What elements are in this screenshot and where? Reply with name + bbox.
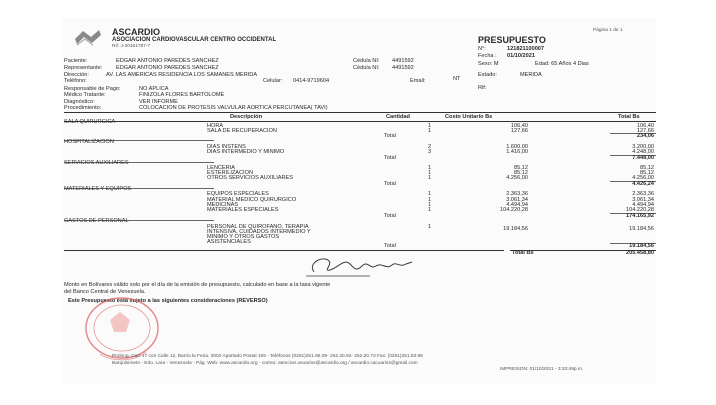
age-label: Edad: 65 Años 4 Dias	[535, 61, 589, 67]
item-qty: 1	[428, 170, 432, 176]
item-desc: MATERIAL MEDICO QUIRURGICO	[207, 197, 297, 203]
ascardio-logo-icon	[73, 27, 103, 49]
rif-label: Rif:	[478, 85, 487, 91]
representante-value: EDGAR ANTONIO PAREDES SANCHEZ	[116, 65, 219, 71]
item-total: 3.061,34	[632, 197, 654, 203]
item-desc: EQUIPOS ESPECIALES	[207, 191, 269, 197]
section-total: 4.426,24	[632, 181, 654, 187]
item-desc: OTROS SERVICIOS AUXILIARES	[207, 175, 294, 181]
email-value: NT	[453, 76, 461, 82]
item-total: 104.220,28	[626, 207, 654, 213]
col-descripcion: Descripción	[230, 114, 263, 120]
item-unit: 19.184,56	[503, 226, 528, 232]
direccion-value: AV. LAS AMERICAS RESIDENCIA LOS SAMANES MERIDA	[106, 72, 258, 78]
section-name: GASTOS DE PERSONAL	[64, 218, 129, 224]
telefono-label: Teléfono:	[64, 78, 87, 84]
procedimiento-value: COLOCACION DE PROTESIS VALVULAR AORTICA PERCUTANEA( TAVI)	[139, 105, 328, 111]
item-qty: 1	[428, 197, 432, 203]
item-desc: HORA	[207, 123, 224, 129]
company-full-name: ASOCIACION CARDIOVASCULAR CENTRO OCCIDENTAL	[112, 37, 277, 43]
item-desc-line2: INTENSIVA, CUIDADOS INTERMEDIO Y	[207, 229, 311, 235]
item-total: 4.256,00	[632, 175, 654, 181]
responsable-label: Responsable de Pago:	[64, 86, 121, 92]
direccion-label: Dirección:	[64, 72, 89, 78]
item-unit: 85,12	[514, 165, 528, 171]
celular-value: 0414-9719604	[293, 78, 330, 84]
section-total-label: Total	[384, 213, 396, 219]
header-divider	[64, 112, 656, 113]
item-unit: 127,66	[510, 128, 528, 134]
email-label: Email:	[410, 78, 426, 84]
item-qty: 2	[428, 144, 432, 150]
item-desc: DIAS INSTENS	[207, 144, 246, 150]
item-unit: 3.061,34	[506, 197, 528, 203]
cedula1-value: 4491592	[392, 58, 414, 64]
item-desc: LENCERIA	[207, 165, 235, 171]
doc-date: 01/10/2021	[507, 53, 535, 59]
columns-divider	[64, 121, 656, 122]
item-desc-line3: MINIMO Y OTROS GASTOS	[207, 234, 280, 240]
item-desc: SALA DE RECUPERACION	[207, 128, 277, 134]
item-total: 19.184,56	[629, 226, 654, 232]
item-total: 3.200,00	[632, 144, 654, 150]
cedula2-label: Cédula NI:	[353, 65, 380, 71]
state-label: Estado:	[478, 72, 497, 78]
section-total-label: Total	[384, 155, 396, 161]
item-total: 106,40	[636, 123, 654, 129]
item-desc-line4: ASISTENCIALES	[207, 239, 251, 245]
item-unit: 85,12	[514, 170, 528, 176]
item-total: 4.248,00	[632, 149, 654, 155]
note-line-3: Este Presupuesto está sujeto a las siguientes consideraciones (REVERSO)	[68, 298, 268, 304]
doc-number: 121821100007	[507, 46, 545, 52]
cedula1-label: Cédula NI:	[353, 58, 380, 64]
item-qty: 1	[428, 175, 432, 181]
section-total-label: Total	[384, 133, 396, 139]
company-name: ASCARDIO	[112, 27, 161, 37]
item-desc: DIAS INTERMEDIO Y MINIMO	[207, 149, 285, 155]
procedimiento-label: Procedimiento:	[64, 105, 102, 111]
responsable-value: NO APLICA	[139, 86, 169, 92]
col-costo: Costo Unitario Bs	[445, 114, 493, 120]
section-total-label: Total	[384, 243, 396, 249]
col-cantidad: Cantidad	[386, 114, 410, 120]
number-label: N°:	[478, 46, 486, 52]
footer-impresion: IMPRESION: 01/10/2021 - 3:33:48p.m.	[500, 367, 584, 372]
section-total: 19.184,56	[629, 243, 654, 249]
item-qty: 1	[428, 224, 432, 230]
item-qty: 1	[428, 165, 432, 171]
medico-value: FINIZOLA FLORES BARTOLOME	[139, 92, 225, 98]
representante-label: Representante:	[64, 65, 103, 71]
grand-total-label: Total Bs	[512, 250, 534, 256]
item-desc: ESTERILIZACION	[207, 170, 254, 176]
table-bottom-rule	[64, 250, 504, 251]
item-qty: 1	[428, 202, 432, 208]
col-total: Total Bs	[618, 114, 640, 120]
item-desc: PERSONAL DE QUIROFANO, TERAPIA	[207, 224, 309, 230]
note-line-2: del Banco Central de Venezuela.	[64, 289, 146, 295]
diagnostico-label: Diagnóstico:	[64, 99, 95, 105]
item-total: 4.494,94	[632, 202, 654, 208]
note-line-1: Monto en Bolívares válido solo por el día de la emisión de presupuesto, calculado en base a la tasa vigente	[64, 282, 331, 288]
section-total: 174.165,92	[626, 213, 654, 219]
item-desc: MEDICINAS	[207, 202, 239, 208]
item-unit: 4.256,00	[506, 175, 528, 181]
item-total: 85,12	[640, 170, 654, 176]
cedula2-value: 4491592	[392, 65, 414, 71]
item-unit: 104.220,28	[500, 207, 528, 213]
grand-total-value: 205.458,80	[626, 250, 654, 256]
item-unit: 2.363,36	[506, 191, 528, 197]
footer-line-2: Barquisimeto - Edo. Lara - Venezuela - Pág. Web: www.ascardio.org - correo: atencion.usuarios@ascardio.org / ascardio.cacuarios@gmail.com	[112, 361, 418, 366]
state-value: MERIDA	[520, 72, 542, 78]
sex-label: Sexo: M	[478, 61, 499, 67]
section-total: 234,06	[636, 133, 654, 139]
medico-label: Médico Tratante:	[64, 92, 106, 98]
item-desc: MATERIALES ESPECIALES	[207, 207, 279, 213]
item-qty: 1	[428, 191, 432, 197]
section-total-label: Total	[384, 181, 396, 187]
item-total: 85,12	[640, 165, 654, 171]
item-unit: 1.600,00	[506, 144, 528, 150]
section-total: 7.448,00	[632, 155, 654, 161]
signature-icon	[300, 250, 420, 280]
footer-line-1: Prolong. Carr 17 con Calle 12, Barrio la Feria. 3002 Apartado Postal 155 - Teléfonos (0251)251.65.09- 252.20.92- 252.20.73 Fax: (0251)251.83.98	[112, 354, 423, 359]
paciente-value: EDGAR ANTONIO PAREDES SANCHEZ	[116, 58, 219, 64]
company-rif: Rif: J-30161787-7	[112, 44, 151, 49]
item-total: 127,66	[636, 128, 654, 134]
item-total: 2.363,36	[632, 191, 654, 197]
paciente-label: Paciente:	[64, 58, 88, 64]
item-qty: 1	[428, 123, 432, 129]
item-unit: 106,40	[510, 123, 528, 129]
diagnostico-value: VER INFORME	[139, 99, 178, 105]
section-name: SALA QUIRURGICA	[64, 119, 116, 125]
item-unit: 4.494,94	[506, 202, 528, 208]
item-unit: 1.416,00	[506, 149, 528, 155]
page-label: Página 1 de 1	[593, 28, 623, 33]
section-name: SERVICIOS AUXILIARES	[64, 160, 129, 166]
section-name: MATERIALES Y EQUIPOS	[64, 186, 132, 192]
item-qty: 3	[428, 149, 432, 155]
section-name: HOSPITALIZACION	[64, 139, 114, 145]
celular-label: Celular:	[263, 78, 283, 84]
item-qty: 1	[428, 128, 432, 134]
item-qty: 1	[428, 207, 432, 213]
date-label: Fecha :	[478, 53, 497, 59]
doc-title: PRESUPUESTO	[478, 35, 546, 45]
